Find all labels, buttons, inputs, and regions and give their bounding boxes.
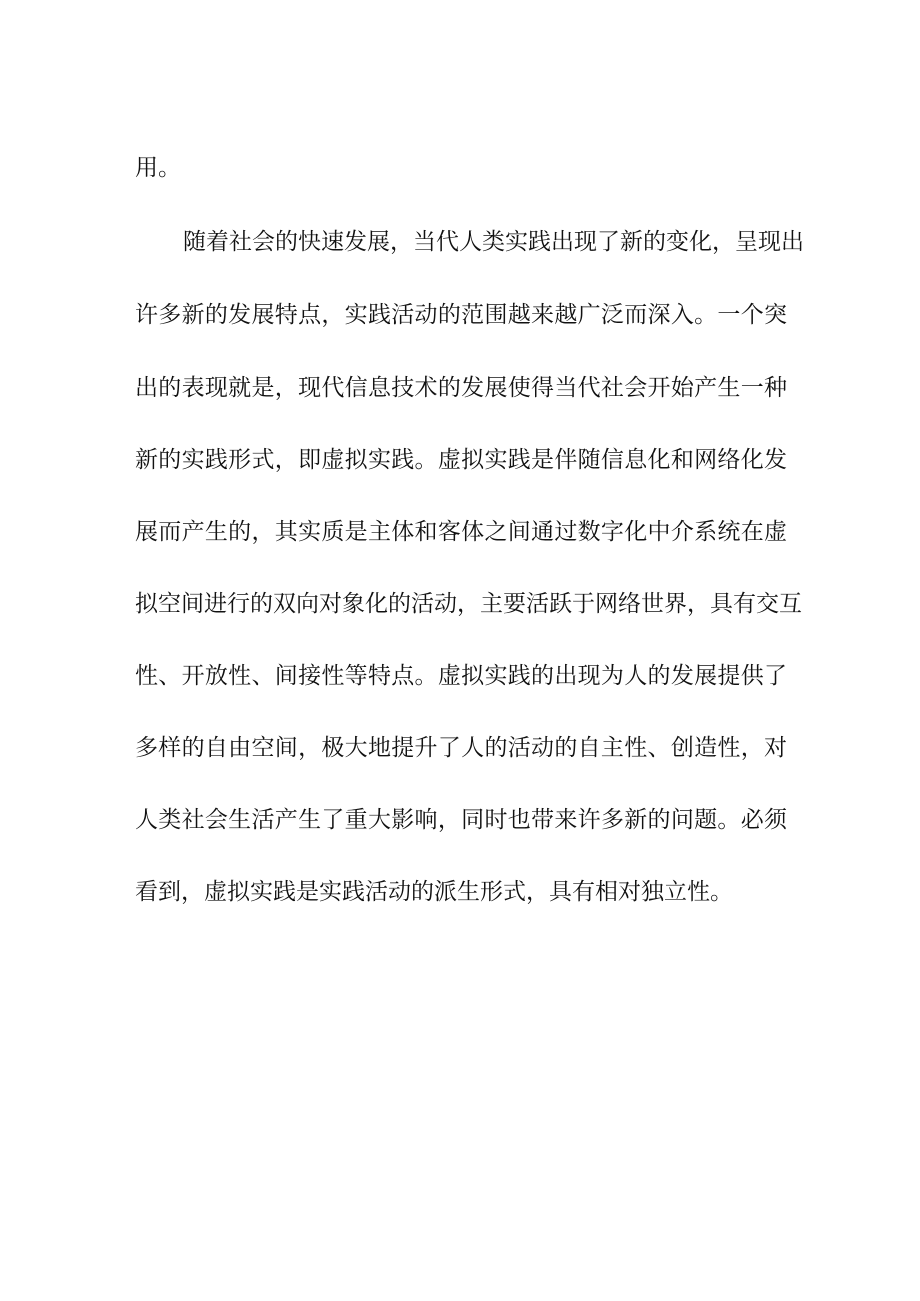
paragraph-line-7: 性、开放性、间接性等特点。虚拟实践的出现为人的发展提供了	[135, 663, 787, 689]
paragraph-line-1: 随着社会的快速发展，当代人类实践出现了新的变化，呈现出	[183, 229, 804, 255]
paragraph-line-3: 出的表现就是，现代信息技术的发展使得当代社会开始产生一种	[135, 375, 787, 401]
paragraph-line-5: 展而产生的，其实质是主体和客体之间通过数字化中介系统在虚	[135, 519, 787, 545]
paragraph-line-10: 看到，虚拟实践是实践活动的派生形式，具有相对独立性。	[135, 879, 733, 905]
paragraph-line-4: 新的实践形式，即虚拟实践。虚拟实践是伴随信息化和网络化发	[135, 447, 787, 473]
paragraph-tail-line: 用。	[135, 155, 181, 181]
paragraph-line-8: 多样的自由空间，极大地提升了人的活动的自主性、创造性，对	[135, 735, 787, 761]
paragraph-line-9: 人类社会生活产生了重大影响，同时也带来许多新的问题。必须	[135, 807, 787, 833]
paragraph-line-6: 拟空间进行的双向对象化的活动，主要活跃于网络世界，具有交互	[135, 591, 802, 617]
paragraph-line-2: 许多新的发展特点，实践活动的范围越来越广泛而深入。一个突	[135, 302, 787, 328]
